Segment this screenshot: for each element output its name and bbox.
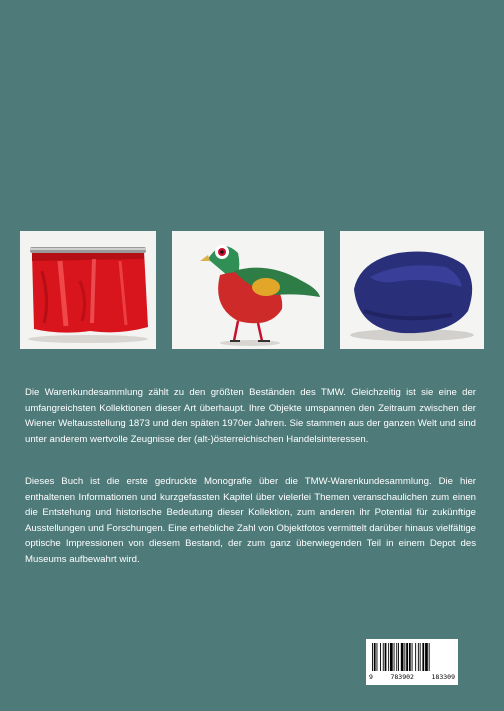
toy-bird-image bbox=[172, 231, 324, 349]
barcode-digit-group: 9 bbox=[369, 673, 373, 681]
blue-stone-image bbox=[340, 231, 484, 349]
photo-red-bag bbox=[20, 231, 156, 349]
barcode-digit-group: 183309 bbox=[431, 673, 455, 681]
paragraph-text: Die Warenkundesammlung zählt zu den größten Beständen des TMW. Gleichzeitig ist sie eine der umfangreichsten Kollektionen dieser Art überhaupt. Ihre Objekte umspannen den Zeitraum zwischen der Wiener Weltausstellung 1873 und den späten 1970er Jahren. Sie stammen aus der ganzen Welt und sind unter anderem wertvolle Zeugnisse der (alt-)österreichischen Handelsinteressen. bbox=[25, 387, 476, 445]
paragraph-text: Dieses Buch ist die erste gedruckte Monografie über die TMW-Warenkundesammlung. Die hier enthaltenen Informationen und kurzgefassten Kapitel über vielerlei Themen veranschaulichen zum einen die Entstehung und historische Bedeutung dieser Kollektion, zum anderen ihr Potential für zukünftige Ausstellungen und Forschungen. Eine erhebliche Zahl von Objektfotos vermittelt darüber hinaus vielfältige optische Impressionen von diesem Bestand, der zum ganz überwiegenden Teil in einem Depot des Museums aufbewahrt wird. bbox=[25, 476, 476, 565]
barcode-digits bbox=[366, 671, 458, 683]
red-bag-image bbox=[20, 231, 156, 349]
description-paragraph-2 bbox=[25, 474, 476, 568]
barcode-digit-group: 783902 bbox=[390, 673, 414, 681]
photo-toy-bird bbox=[172, 231, 324, 349]
description-paragraph-1 bbox=[25, 385, 476, 447]
photo-blue-stone bbox=[340, 231, 484, 349]
